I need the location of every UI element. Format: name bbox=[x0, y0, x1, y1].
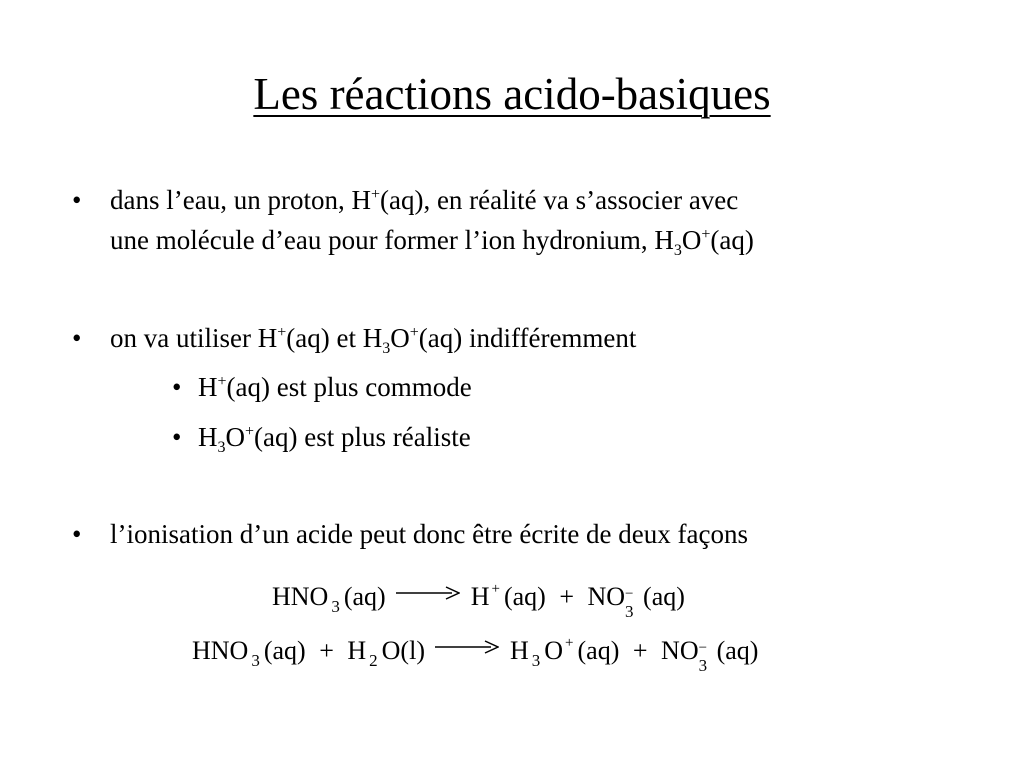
charge-and-subscript bbox=[698, 640, 713, 675]
superscript: + bbox=[409, 324, 419, 341]
subscript: 3 bbox=[625, 602, 634, 621]
text-run: on va utiliser H bbox=[110, 323, 278, 353]
charge: + bbox=[491, 581, 500, 597]
bullet-marker: • bbox=[72, 519, 82, 549]
text-run: H bbox=[198, 372, 218, 402]
state-label: (aq) bbox=[263, 636, 306, 665]
bullet-marker: • bbox=[72, 323, 82, 353]
text-run: dans l’eau, un proton, H bbox=[110, 185, 371, 215]
formula-h2o-rest: O(l) bbox=[381, 636, 425, 665]
text-run: une molécule d’eau pour former l’ion hydronium, H bbox=[110, 225, 674, 255]
text-run: (aq) est plus réaliste bbox=[254, 422, 471, 452]
state-label: (aq) bbox=[343, 582, 386, 611]
subscript: 3 bbox=[531, 651, 541, 670]
formula-h3o: H bbox=[509, 636, 529, 665]
subscript: 3 bbox=[331, 597, 340, 616]
bullet-proton-hydronium bbox=[72, 180, 754, 260]
formula-no3: NO bbox=[661, 636, 699, 665]
subscript: 3 bbox=[217, 439, 226, 456]
subscript: 3 bbox=[382, 340, 391, 357]
text-run: (aq), en réalité va s’associer avec bbox=[379, 185, 739, 215]
bullet-marker: • bbox=[72, 185, 82, 215]
superscript: + bbox=[277, 324, 287, 341]
bullet-ionisation bbox=[72, 514, 748, 554]
state-label: (aq) bbox=[643, 582, 685, 611]
formula-h2o: H bbox=[347, 636, 367, 665]
state-label: (aq) bbox=[716, 636, 759, 665]
superscript: + bbox=[370, 186, 380, 203]
formula-hno3: HNO bbox=[272, 582, 329, 611]
bullet-line bbox=[198, 367, 472, 407]
bullet-line bbox=[198, 417, 471, 457]
plus-sign: + bbox=[559, 582, 574, 611]
subscript: 3 bbox=[673, 242, 682, 259]
subscript: 2 bbox=[369, 651, 378, 670]
bullet-marker: • bbox=[172, 372, 182, 402]
reaction-arrow-icon bbox=[435, 637, 499, 657]
text-run: (aq) indifféremment bbox=[418, 323, 637, 353]
sub-bullet-commode bbox=[172, 367, 472, 407]
bullet-line: l’ionisation d’un acide peut donc être écrite de deux façons bbox=[110, 519, 748, 549]
formula-h: H bbox=[470, 582, 490, 611]
sub-bullet-realiste bbox=[172, 417, 471, 457]
reaction-arrow-icon bbox=[396, 583, 460, 603]
charge: + bbox=[565, 635, 574, 651]
equation-1 bbox=[272, 580, 685, 621]
text-run: (aq) est plus commode bbox=[226, 372, 472, 402]
equation-2 bbox=[192, 634, 759, 675]
charge: − bbox=[698, 640, 708, 656]
bullet-usage bbox=[72, 318, 637, 358]
bullet-marker: • bbox=[172, 422, 182, 452]
formula-hno3: HNO bbox=[192, 636, 249, 665]
slide-title bbox=[0, 66, 1024, 122]
formula-h3o-rest: O bbox=[544, 636, 564, 665]
bullet-line bbox=[110, 318, 636, 358]
charge: − bbox=[625, 586, 634, 602]
superscript: + bbox=[217, 373, 227, 390]
charge-and-subscript bbox=[625, 586, 639, 621]
text-run: O bbox=[681, 225, 702, 255]
text-run: (aq) bbox=[710, 225, 754, 255]
text-run: O bbox=[390, 323, 410, 353]
slide-title-text: Les réactions acido-basiques bbox=[253, 69, 771, 119]
formula-no3: NO bbox=[587, 582, 626, 611]
subscript: 3 bbox=[698, 656, 708, 675]
text-run: H bbox=[198, 422, 218, 452]
state-label: (aq) bbox=[503, 582, 546, 611]
bullet-line bbox=[110, 220, 754, 260]
text-run: (aq) et H bbox=[286, 323, 383, 353]
bullet-line bbox=[110, 180, 754, 220]
superscript: + bbox=[245, 423, 255, 440]
text-run: O bbox=[225, 422, 245, 452]
plus-sign: + bbox=[319, 636, 334, 665]
subscript: 3 bbox=[251, 651, 260, 670]
plus-sign: + bbox=[632, 636, 648, 665]
state-label: (aq) bbox=[577, 636, 620, 665]
superscript: + bbox=[701, 226, 711, 243]
